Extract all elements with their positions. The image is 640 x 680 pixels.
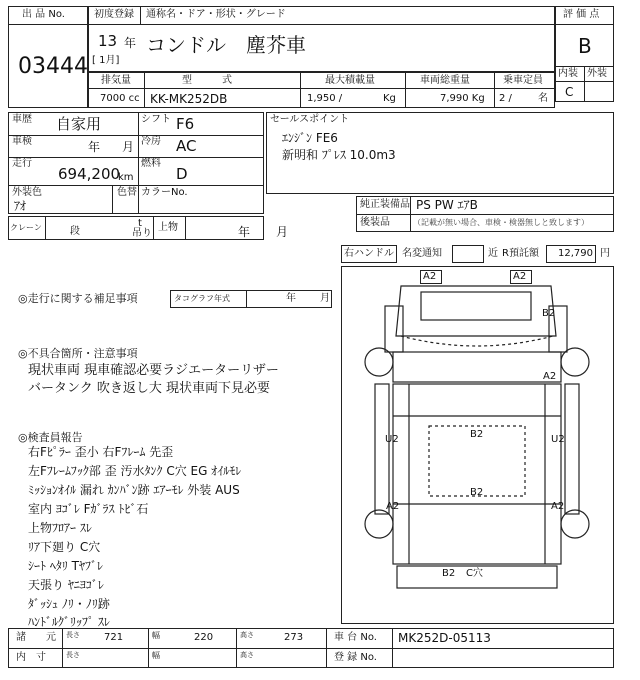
sales-point-line1: ｴﾝｼﾞﾝ FE6 xyxy=(282,131,338,145)
damage-mark-label: A2 xyxy=(551,501,565,512)
tacho-month: 月 xyxy=(320,293,330,304)
first-reg-label: 初度登録 xyxy=(94,9,134,20)
inspection-year: 年 xyxy=(88,140,101,154)
damage-mark-label: B2 xyxy=(470,487,484,498)
inspector-title: ◎検査員報告 xyxy=(18,431,83,444)
width-label: 幅 xyxy=(152,631,160,640)
height-label: 高さ xyxy=(240,631,254,639)
capacity-value: 2 / xyxy=(499,93,512,104)
max-load-label: 最大積載量 xyxy=(325,75,375,86)
int-height-label: 高さ xyxy=(240,651,254,659)
equipment-value: PS PW ｴｱB xyxy=(416,198,478,212)
tacho-label: タコグラフ年式 xyxy=(174,294,230,303)
displacement-label: 排気量 xyxy=(101,75,131,86)
damage-mark-label: A2 xyxy=(386,501,400,512)
inspector-line: 天張り ﾔﾆﾖｺﾞﾚ xyxy=(28,578,104,592)
sales-points-label: セールスポイント xyxy=(270,114,350,125)
color-no-label: カラーNo. xyxy=(141,187,188,198)
displacement-value: 7000 cc xyxy=(100,93,140,104)
damage-mark-label: B2 xyxy=(542,308,556,319)
note-mark: 近 xyxy=(488,248,498,259)
model-value: KK-MK252DB xyxy=(150,92,228,106)
interior-dims-label: 内 寸 xyxy=(16,652,46,663)
lot-number: 03444 xyxy=(18,54,88,79)
damage-mark-label: B2 xyxy=(470,429,484,440)
int-length-label: 長さ xyxy=(66,651,80,659)
shift-value: F6 xyxy=(176,115,195,133)
inspector-line: ﾘｱ下廻り C穴 xyxy=(28,540,101,554)
mileage-unit: km xyxy=(118,172,134,183)
interior-label: 内装 xyxy=(558,68,578,79)
details-box xyxy=(8,112,264,214)
model-label: 型 式 xyxy=(182,75,232,86)
registration-label: 登 録 No. xyxy=(334,652,377,663)
inspector-line: 室内 ﾖｺﾞﾚ Fｶﾞﾗｽ ﾄﾋﾞ石 xyxy=(28,502,149,516)
ac-value: AC xyxy=(176,137,197,155)
width-value: 220 xyxy=(194,632,214,643)
meter-box xyxy=(452,245,484,263)
capacity-label: 乗車定員 xyxy=(503,75,543,86)
meter-label: 名変通知 xyxy=(402,248,442,259)
sales-point-line2: 新明和 ﾌﾟﾚｽ 10.0m3 xyxy=(282,148,396,162)
crane-label: クレーン xyxy=(10,223,42,232)
damage-mark-label: U2 xyxy=(385,434,399,445)
shift-label: シフト xyxy=(141,114,171,125)
equipment-label: 純正装備品 xyxy=(360,199,410,210)
name-label: 通称名・ドア・形状・グレード xyxy=(146,9,286,20)
inspector-line: ｼｰﾄ ﾍﾀﾘ Tﾔﾌﾞﾚ xyxy=(28,559,103,573)
damage-mark-label: U2 xyxy=(551,434,565,445)
length-label: 長さ xyxy=(66,631,80,639)
handle-value: 右ハンドル xyxy=(344,248,394,259)
chassis-label: 車 台 No. xyxy=(334,632,377,643)
inspector-line: ﾐｯｼｮﾝｵｲﾙ 漏れ ｶﾝﾊﾞﾝ跡 ｴｱｰﾓﾚ 外装 AUS xyxy=(28,483,240,497)
defect-title: ◎不具合箇所・注意事項 xyxy=(18,347,138,360)
crane-hang: 吊り xyxy=(132,228,152,239)
length-value: 721 xyxy=(104,632,124,643)
reg-year: 13 xyxy=(98,32,118,50)
dims-label: 諸 元 xyxy=(16,632,56,643)
inspection-label: 車検 xyxy=(12,136,32,147)
max-load-value: 1,950 / xyxy=(307,93,343,104)
interior-grade: C xyxy=(565,85,574,99)
upper-label: 上物 xyxy=(158,222,178,233)
deposit-value: 12,790 xyxy=(558,248,593,259)
exterior-label: 外装 xyxy=(587,68,607,79)
reg-year-unit: 年 xyxy=(124,36,137,50)
damage-mark-label: A2 xyxy=(513,271,527,282)
height-value: 273 xyxy=(284,632,304,643)
inspection-month: 月 xyxy=(122,140,135,154)
history-value: 自家用 xyxy=(56,115,102,133)
color-value: ｱｵ xyxy=(14,199,27,213)
overall-grade: B xyxy=(578,34,592,58)
inspector-line: ﾀﾞｯｼｭ ﾉﾘ・ﾉﾘ跡 xyxy=(28,597,110,611)
lot-label: 出 品 No. xyxy=(22,9,65,20)
gross-weight-value: 7,990 Kg xyxy=(440,93,485,104)
upper-year: 年 xyxy=(238,225,251,239)
fuel-value: D xyxy=(176,165,188,183)
recycle-label: R預託額 xyxy=(502,248,539,259)
damage-mark-label: B2 xyxy=(442,568,456,579)
defect-line-2: バータンク 吹き返し大 現状車両下見必要 xyxy=(28,381,271,396)
gross-weight-label: 車両総重量 xyxy=(420,75,470,86)
crane-tier: 段 xyxy=(70,226,80,237)
crane-ton: t xyxy=(138,218,142,229)
history-label: 車歴 xyxy=(12,114,32,125)
color-label: 外装色 xyxy=(12,187,42,198)
chassis-value: MK252D-05113 xyxy=(398,631,491,645)
damage-mark-label: C穴 xyxy=(466,568,483,579)
fuel-label: 燃料 xyxy=(141,158,161,169)
inspector-line: 上物ﾌﾛｱｰ ｽﾚ xyxy=(28,521,92,535)
grade-label: 評 価 点 xyxy=(563,9,600,20)
color-change-label: 色替 xyxy=(117,187,137,198)
aftermarket-note: （記載が無い場合、車検・検器無しと致します） xyxy=(413,218,589,227)
reg-month: [ 1月] xyxy=(92,55,120,66)
damage-mark-label: A2 xyxy=(423,271,437,282)
inspector-line: 左Fﾌﾚｰﾑﾌｯｸ部 歪 汚水ﾀﾝｸ C穴 EG ｵｲﾙﾓﾚ xyxy=(28,464,242,478)
tacho-year: 年 xyxy=(286,293,296,304)
inspector-line: ﾊﾝﾄﾞﾙｸﾞﾘｯﾌﾟ ｽﾚ xyxy=(28,615,110,629)
int-width-label: 幅 xyxy=(152,651,160,660)
defect-line-1: 現状車両 現車確認必要ラジエーターリザー xyxy=(28,363,279,378)
max-load-unit: Kg xyxy=(383,93,396,104)
mileage-value: 694,200 xyxy=(58,165,121,183)
mileage-label: 走行 xyxy=(12,158,32,169)
car-name: コンドル 塵芥車 xyxy=(146,33,306,57)
running-title: ◎走行に関する補足事項 xyxy=(18,292,138,305)
deposit-unit: 円 xyxy=(600,248,610,259)
inspector-line: 右Fﾋﾟﾗｰ 歪小 右Fﾌﾚｰﾑ 先歪 xyxy=(28,445,174,459)
ac-label: 冷房 xyxy=(141,136,161,147)
capacity-unit: 名 xyxy=(538,93,548,104)
aftermarket-label: 後装品 xyxy=(360,217,390,228)
upper-month: 月 xyxy=(276,225,289,239)
damage-mark-label: A2 xyxy=(543,371,557,382)
